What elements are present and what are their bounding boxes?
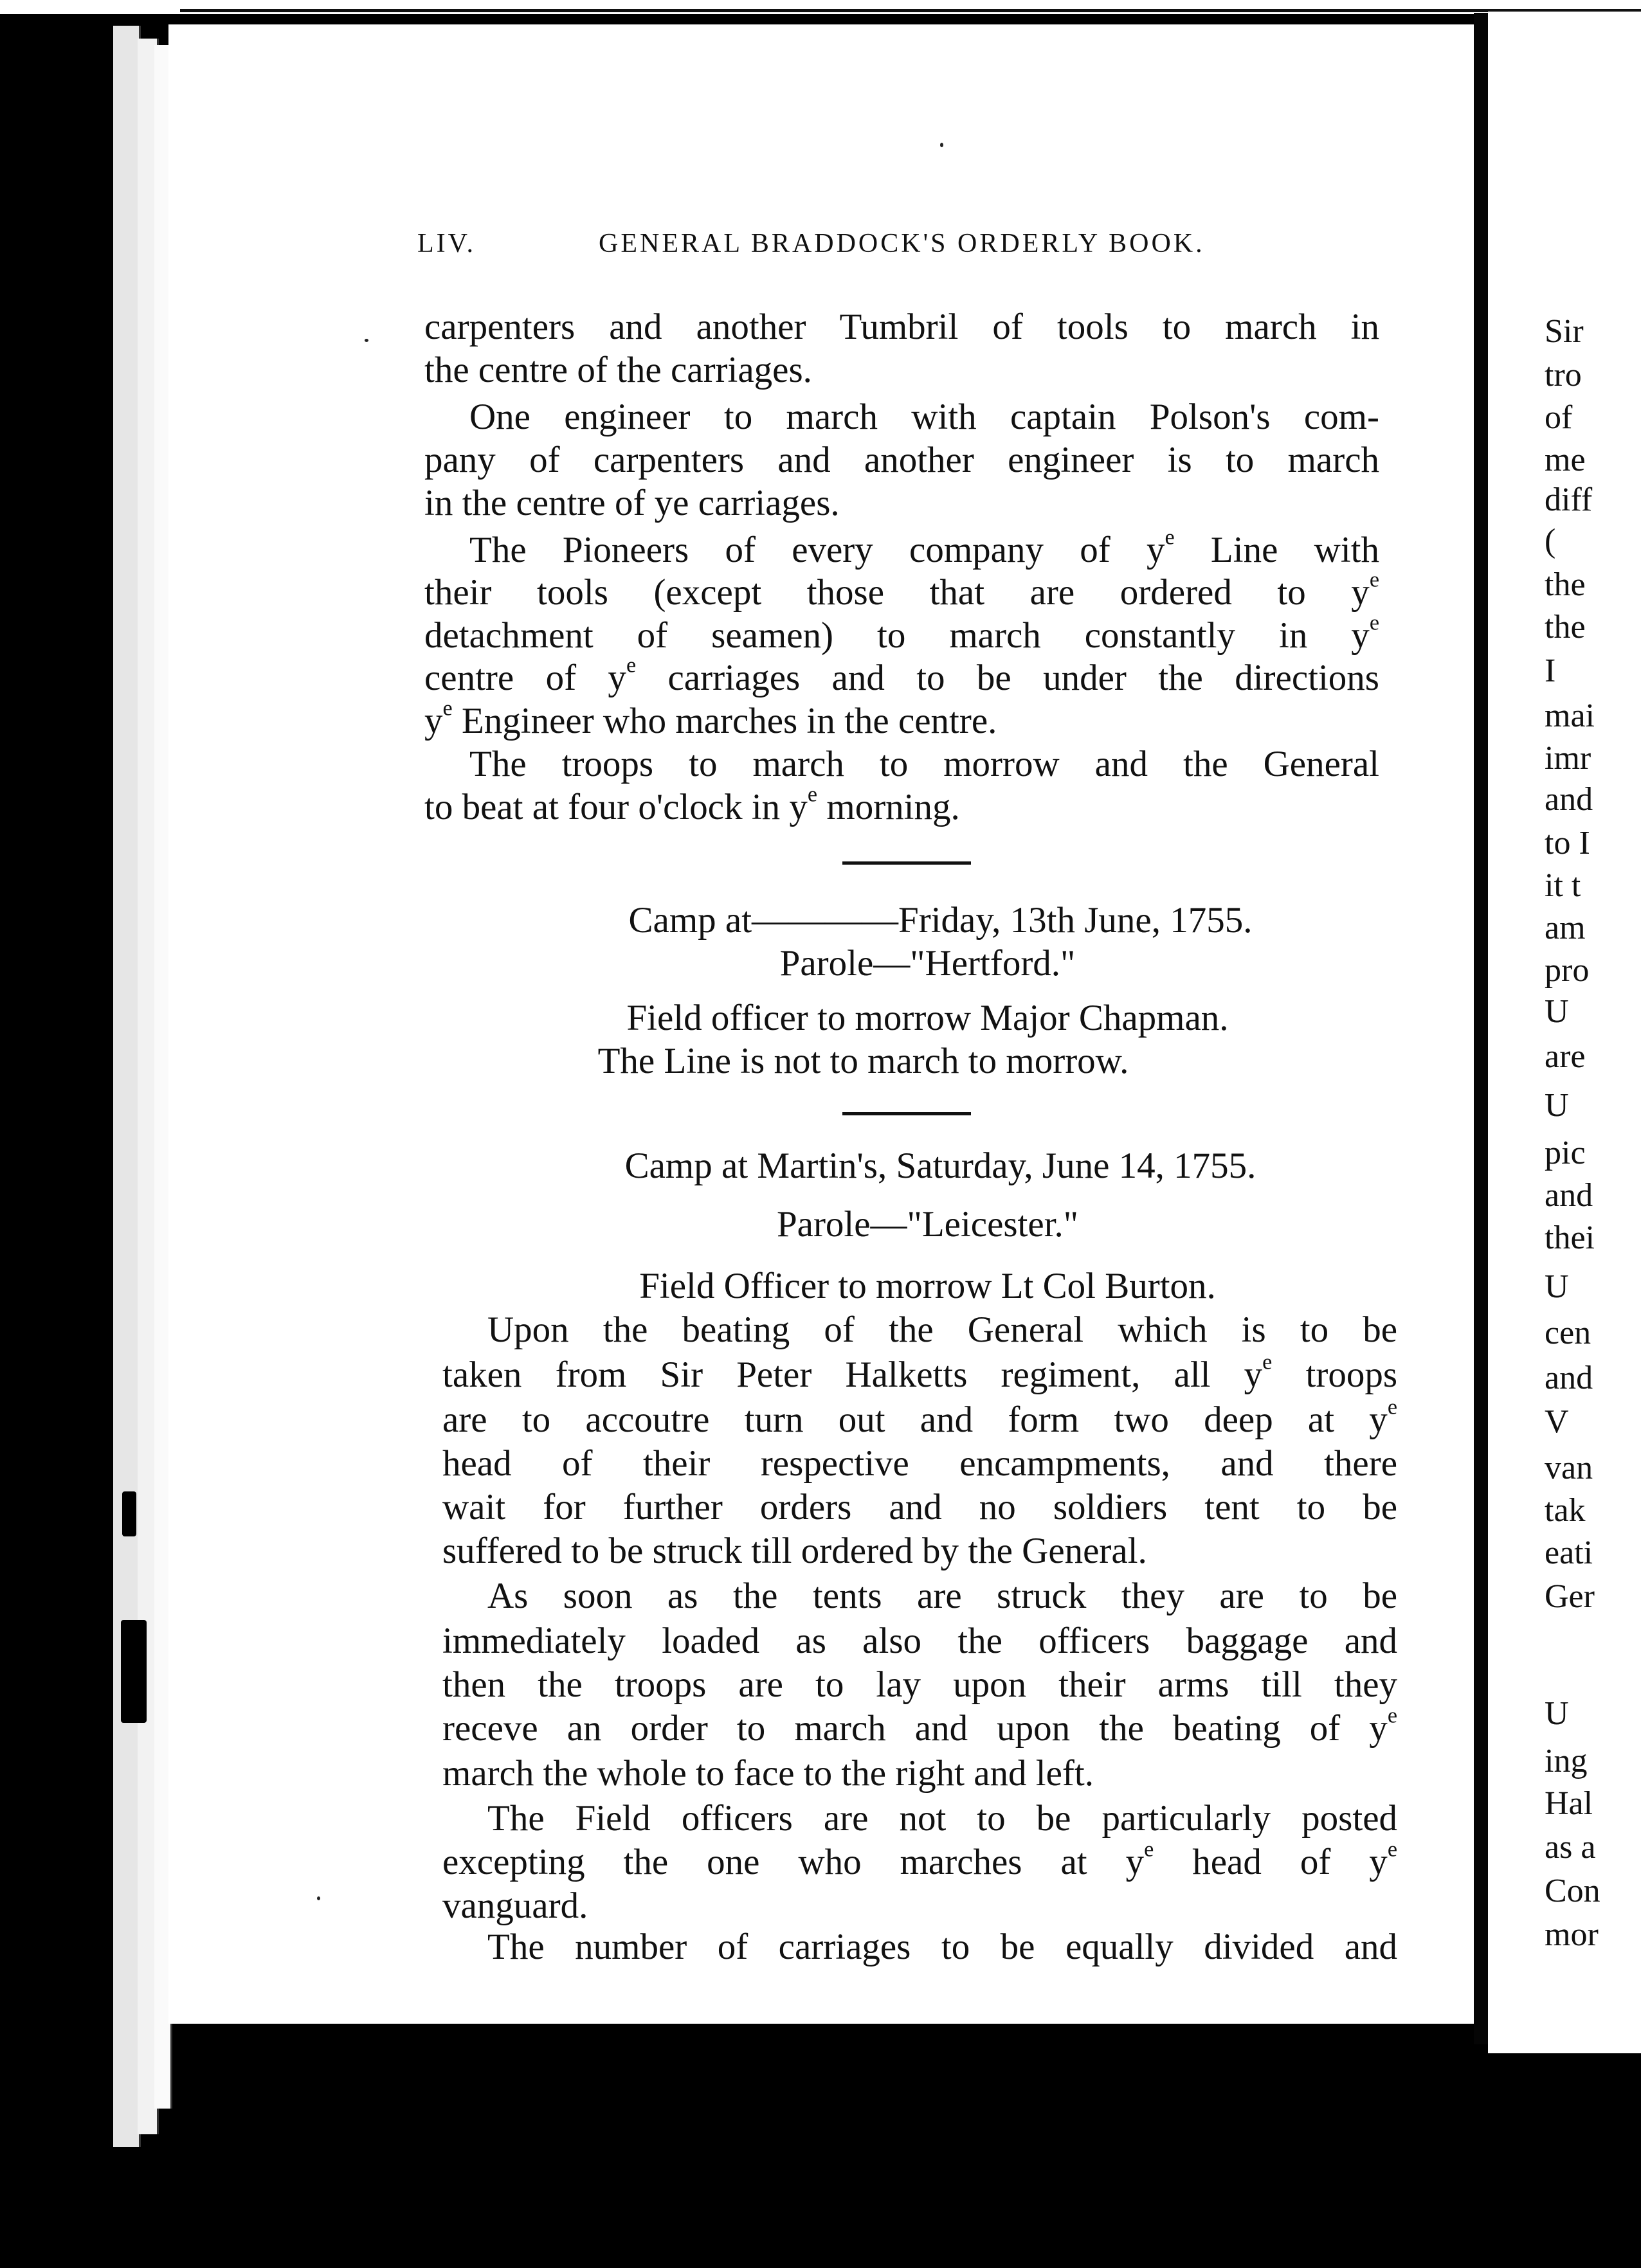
facing-page-fragment: the <box>1545 566 1586 603</box>
body-line: are to accoutre turn out and form two deep at $y^e$ <box>442 1395 1397 1440</box>
film-margin <box>1479 2053 1641 2268</box>
body-line: detachment of seamen) to march constantly in $y^e$ <box>424 611 1379 656</box>
facing-page-fragment: as a <box>1545 1829 1596 1866</box>
page-edge-stack <box>113 26 141 2147</box>
facing-page-fragment: the <box>1545 609 1586 645</box>
body-line: One engineer to march with captain Polson's com- <box>469 397 1379 437</box>
body-line: head of their respective encampments, and there <box>442 1443 1397 1484</box>
facing-page-fragment: mai <box>1545 698 1595 734</box>
facing-page-fragment: V <box>1545 1403 1569 1440</box>
note-line: The Line is not to march to morrow. <box>597 1041 1129 1081</box>
film-top-line <box>180 9 1641 12</box>
page-number: LIV. <box>417 229 476 258</box>
body-line: wait for further orders and no soldiers tent to be <box>442 1487 1397 1527</box>
body-line: the centre of the carriages. <box>424 350 812 390</box>
facing-page-fragment: imr <box>1545 740 1591 777</box>
body-line: Upon the beating of the General which is to be <box>487 1310 1397 1350</box>
facing-page-fragment: and <box>1545 1360 1593 1396</box>
body-line: suffered to be struck till ordered by the General. <box>442 1531 1147 1571</box>
body-line: The Pioneers of every company of $y^e$ Line with <box>469 525 1379 570</box>
facing-page-fragment: Con <box>1545 1873 1600 1909</box>
running-title: GENERAL BRADDOCK'S ORDERLY BOOK. <box>599 229 1205 258</box>
body-line: vanguard. <box>442 1886 588 1926</box>
film-speck <box>317 1896 320 1900</box>
facing-page-fragment: tak <box>1545 1492 1586 1529</box>
body-line: to beat at four o'clock in $y^e$ morning. <box>424 782 960 827</box>
book-page-right-fragment <box>1488 12 1641 2053</box>
facing-page-fragment: diff <box>1545 482 1593 518</box>
body-line: centre of $y^e$ carriages and to be under the directions <box>424 653 1379 698</box>
facing-page-fragment: it t <box>1545 867 1581 904</box>
facing-page-fragment: me <box>1545 442 1586 478</box>
binding-shadow <box>121 1620 147 1723</box>
facing-page-fragment: U <box>1545 993 1569 1030</box>
facing-page-fragment: ( <box>1545 523 1556 559</box>
body-line: pany of carpenters and another engineer is to march <box>424 440 1379 480</box>
facing-page-fragment: am <box>1545 910 1586 946</box>
body-line: excepting the one who marches at $y^e$ head of $y^e$ <box>442 1837 1397 1882</box>
body-line: The number of carriages to be equally divided and <box>487 1927 1397 1967</box>
facing-page-fragment: Ger <box>1545 1578 1595 1615</box>
body-line: receve an order to march and upon the beating of $y^e$ <box>442 1704 1397 1749</box>
book-gutter <box>1474 13 1488 2044</box>
camp-heading: Camp at Martin's, Saturday, June 14, 1755. <box>624 1146 1256 1186</box>
facing-page-fragment: tro <box>1545 357 1582 393</box>
facing-page-fragment: U <box>1545 1087 1569 1124</box>
body-line: then the troops are to lay upon their arms till they <box>442 1664 1397 1705</box>
parole: Parole—"Hertford." <box>779 943 1076 984</box>
facing-page-fragment: I <box>1545 652 1556 689</box>
body-line: As soon as the tents are struck they are to be <box>487 1576 1397 1616</box>
facing-page-fragment: mor <box>1545 1916 1599 1953</box>
facing-page-fragment: thei <box>1545 1220 1595 1256</box>
section-divider <box>842 861 971 865</box>
facing-page-fragment: are <box>1545 1038 1586 1075</box>
parole: Parole—"Leicester." <box>776 1204 1079 1245</box>
film-speck <box>365 339 368 342</box>
field-officer-line: Field officer to morrow Major Chapman. <box>626 998 1229 1038</box>
body-line: march the whole to face to the right and left. <box>442 1753 1094 1794</box>
film-speck <box>940 143 943 147</box>
facing-page-fragment: of <box>1545 399 1573 436</box>
body-line: The troops to march to morrow and the General <box>469 744 1379 784</box>
camp-heading: Camp at————Friday, 13th June, 1755. <box>628 900 1253 941</box>
body-line: in the centre of ye carriages. <box>424 483 840 523</box>
facing-page-fragment: cen <box>1545 1315 1591 1351</box>
facing-page-fragment: van <box>1545 1450 1593 1486</box>
body-line: The Field officers are not to be particularly posted <box>487 1798 1397 1839</box>
facing-page-fragment: eati <box>1545 1534 1593 1571</box>
facing-page-fragment: Hal <box>1545 1785 1593 1822</box>
facing-page-fragment: to I <box>1545 825 1590 861</box>
facing-page-fragment: U <box>1545 1268 1569 1305</box>
facing-page-fragment: and <box>1545 781 1593 818</box>
facing-page-fragment: pro <box>1545 952 1590 989</box>
facing-page-fragment: and <box>1545 1177 1593 1214</box>
binding-shadow <box>122 1491 136 1536</box>
body-line: their tools (except those that are ordered to $y^e$ <box>424 568 1379 613</box>
field-officer-line: Field Officer to morrow Lt Col Burton. <box>639 1266 1216 1306</box>
body-line: carpenters and another Tumbril of tools to march in <box>424 307 1379 347</box>
facing-page-fragment: pic <box>1545 1135 1586 1171</box>
body-line: taken from Sir Peter Halketts regiment, all $y^e$ troops <box>442 1350 1398 1395</box>
body-line: $y^e$ Engineer who marches in the centre. <box>424 696 997 741</box>
film-top-strip <box>0 0 1641 14</box>
body-line: immediately loaded as also the officers baggage and <box>442 1621 1397 1661</box>
facing-page-fragment: Sir <box>1545 313 1584 350</box>
facing-page-fragment: ing <box>1545 1743 1588 1779</box>
facing-page-fragment: U <box>1545 1695 1569 1732</box>
section-divider <box>842 1112 971 1115</box>
